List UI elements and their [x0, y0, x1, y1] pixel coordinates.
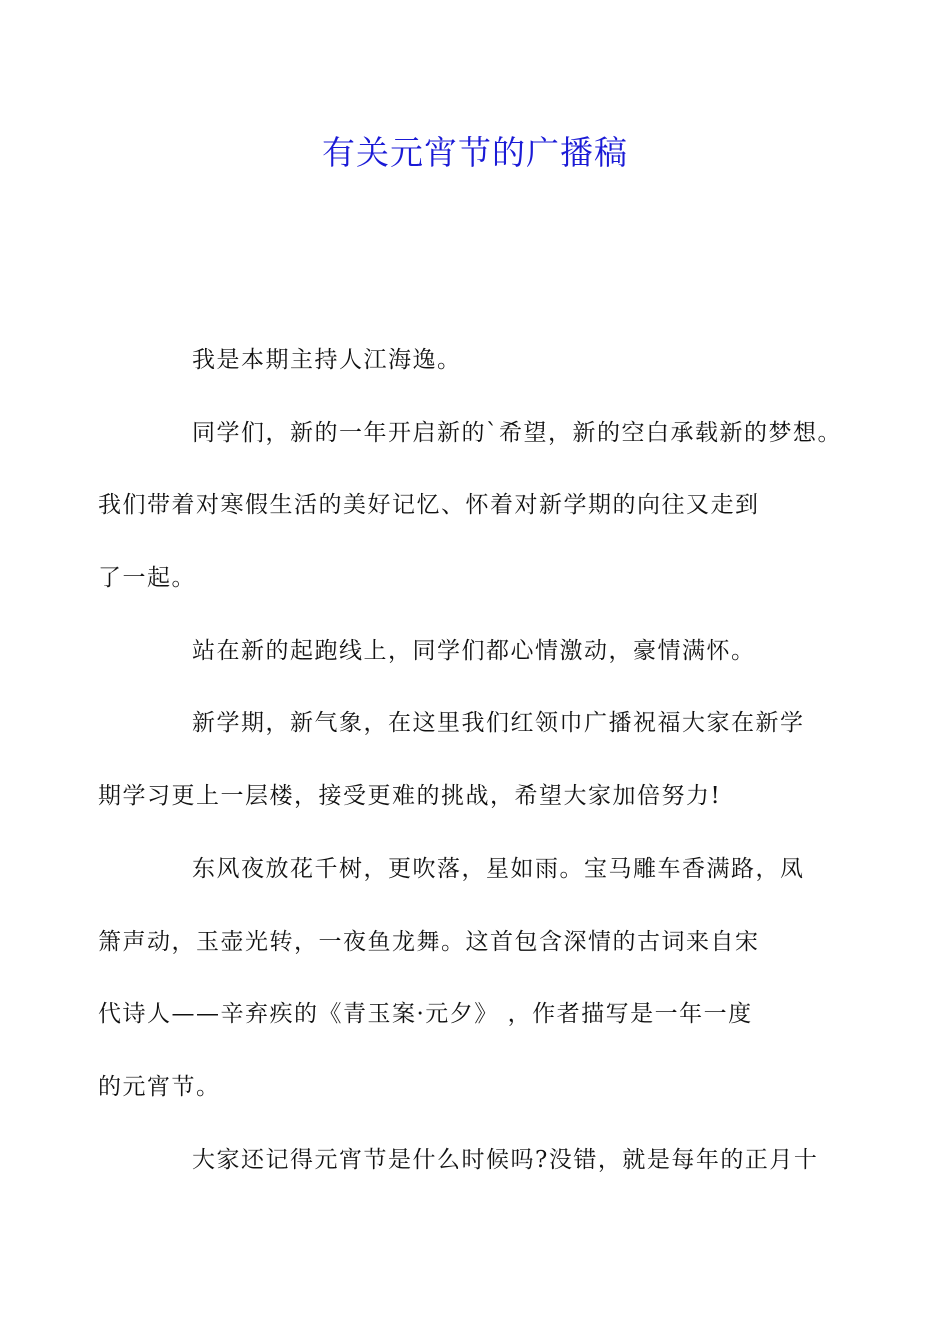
- paragraph-line: 箫声动，玉壶光转，一夜鱼龙舞。这首包含深情的古词来自宋: [98, 928, 760, 955]
- paragraph-line: 东风夜放花千树，更吹落，星如雨。宝马雕车香满路，凤: [192, 855, 805, 882]
- paragraph-line: 了一起。: [98, 565, 196, 592]
- paragraph-line: 期学习更上一层楼，接受更难的挑战，希望大家加倍努力!: [98, 783, 722, 810]
- paragraph-3: [145, 627, 810, 675]
- paragraph-1: [145, 336, 810, 384]
- paragraph-line: 我们带着对寒假生活的美好记忆、怀着对新学期的向往又走到: [98, 492, 760, 519]
- paragraph-2: [98, 409, 842, 602]
- paragraph-4: [98, 699, 810, 820]
- document-title: 有关元宵节的广播稿: [322, 133, 628, 172]
- paragraph-6: [145, 1136, 819, 1184]
- paragraph-line: 大家还记得元宵节是什么时候吗?没错，就是每年的正月十: [192, 1146, 819, 1173]
- paragraph-line: 站在新的起跑线上，同学们都心情激动，豪情满怀。: [192, 637, 756, 664]
- paragraph-5: [98, 845, 810, 1111]
- document-body: [98, 336, 842, 1208]
- paragraph-line: 的元宵节。: [98, 1073, 221, 1100]
- paragraph-line: 代诗人——辛弃疾的《青玉案·元夕》 ，作者描写是一年一度: [98, 1001, 753, 1028]
- paragraph-line: 同学们，新的一年开启新的`希望，新的空白承载新的梦想。: [192, 419, 842, 446]
- paragraph-line: 新学期，新气象，在这里我们红领巾广播祝福大家在新学: [192, 710, 805, 737]
- paragraph-line: 我是本期主持人江海逸。: [192, 347, 462, 373]
